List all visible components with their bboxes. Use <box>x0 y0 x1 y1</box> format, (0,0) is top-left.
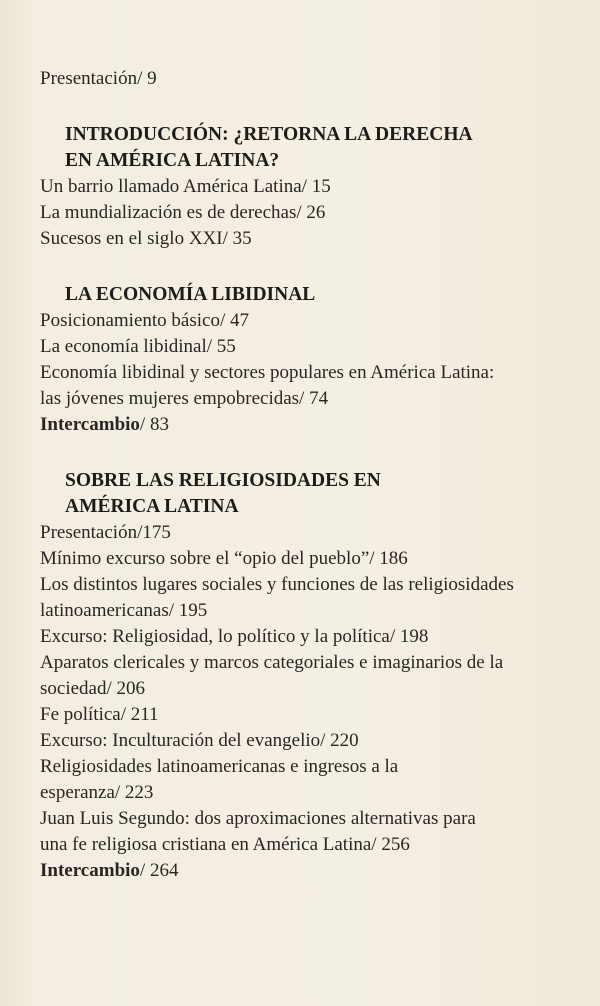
toc-entry: latinoamericanas/ 195 <box>40 600 208 621</box>
toc-entry-intercambio <box>40 412 565 438</box>
toc-entry: Juan Luis Segundo: dos aproximaciones alternativas para <box>40 808 476 829</box>
section-heading: LA ECONOMÍA LIBIDINAL <box>65 284 316 305</box>
section-heading: AMÉRICA LATINA <box>65 496 239 517</box>
toc-entry: Presentación/175 <box>40 522 171 543</box>
toc-entry-presentacion: Presentación/ 9 <box>40 68 157 89</box>
toc-entry: Sucesos en el siglo XXI/ 35 <box>40 228 252 249</box>
section-religiosidades <box>40 468 565 884</box>
toc-entry: Un barrio llamado América Latina/ 15 <box>40 176 331 197</box>
section-heading: EN AMÉRICA LATINA? <box>65 150 280 171</box>
toc-entry: La economía libidinal/ 55 <box>40 336 236 357</box>
section-heading: SOBRE LAS RELIGIOSIDADES EN <box>65 470 381 491</box>
toc-entry: Mínimo excurso sobre el “opio del pueblo”/ 186 <box>40 548 408 569</box>
toc-entry: Economía libidinal y sectores populares en América Latina: <box>40 362 495 383</box>
toc-entry: Posicionamiento básico/ 47 <box>40 310 249 331</box>
table-of-contents <box>40 66 565 884</box>
intercambio-page: / 83 <box>139 414 169 435</box>
intercambio-label: Intercambio <box>40 414 140 435</box>
toc-entry: sociedad/ 206 <box>40 678 146 699</box>
toc-entry: Aparatos clericales y marcos categoriales e imaginarios de la <box>40 652 504 673</box>
section-introduccion <box>40 122 565 252</box>
section-heading: INTRODUCCIÓN: ¿RETORNA LA DERECHA <box>65 124 473 145</box>
toc-entry: esperanza/ 223 <box>40 782 154 803</box>
toc-entry: La mundialización es de derechas/ 26 <box>40 202 326 223</box>
intercambio-page: / 264 <box>139 860 179 881</box>
toc-entry: una fe religiosa cristiana en América Latina/ 256 <box>40 834 410 855</box>
toc-entry-intercambio <box>40 858 565 884</box>
intercambio-label: Intercambio <box>40 860 140 881</box>
toc-entry: Los distintos lugares sociales y funciones de las religiosidades <box>40 574 514 595</box>
toc-entry: Fe política/ 211 <box>40 704 159 725</box>
toc-entry: las jóvenes mujeres empobrecidas/ 74 <box>40 388 329 409</box>
toc-entry: Religiosidades latinoamericanas e ingresos a la <box>40 756 399 777</box>
toc-entry: Excurso: Inculturación del evangelio/ 220 <box>40 730 359 751</box>
toc-entry: Excurso: Religiosidad, lo político y la política/ 198 <box>40 626 429 647</box>
section-economia-libidinal <box>40 282 565 438</box>
